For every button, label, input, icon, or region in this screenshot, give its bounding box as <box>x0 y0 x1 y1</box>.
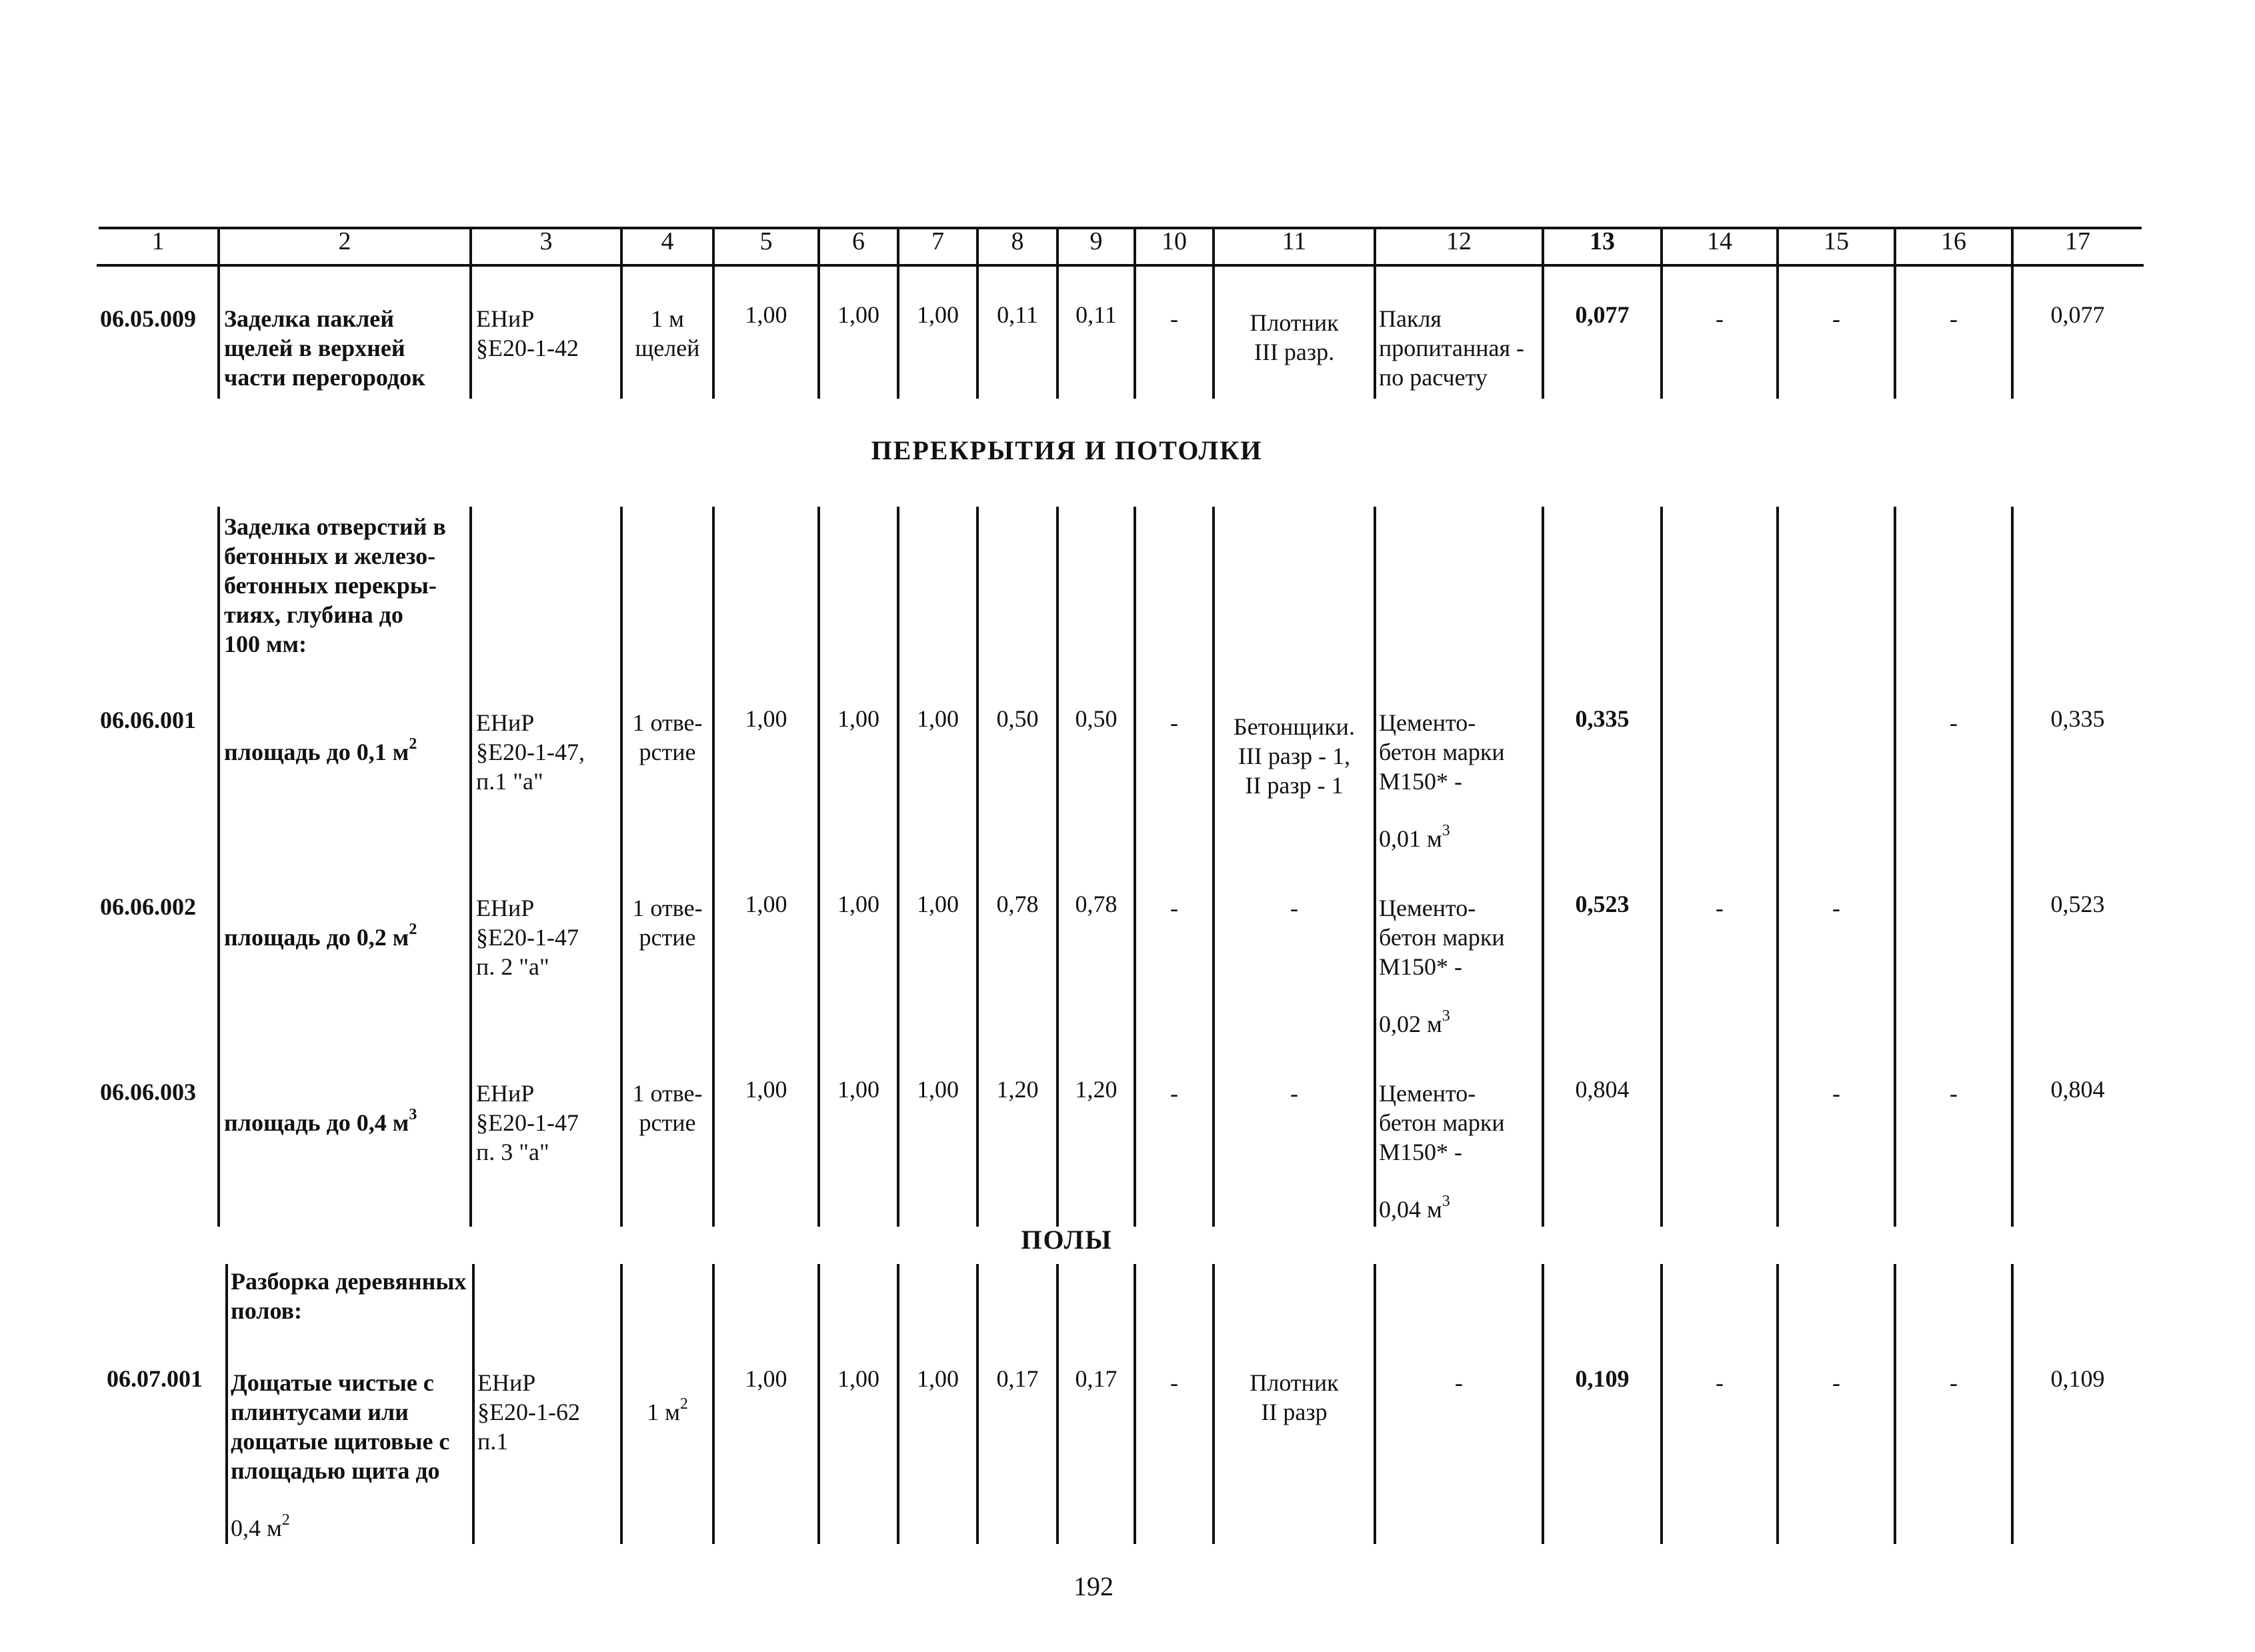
row-ref-line1: ЕНиР <box>476 895 535 921</box>
row-col14: - <box>1716 895 1724 921</box>
col-header-15: 15 <box>1824 227 1849 255</box>
row-code: 06.06.003 <box>100 1079 196 1105</box>
row-unit-line2: щелей <box>635 335 700 361</box>
row-code: 06.06.002 <box>100 893 196 920</box>
row-material-line3: М150* - <box>1379 953 1462 980</box>
row-unit: 1 $м^2$ <box>647 1395 688 1425</box>
group-line5: 100 мм: <box>224 631 307 657</box>
group-line2: полов: <box>231 1297 302 1324</box>
row-col5: 1,00 <box>745 705 787 732</box>
row-col10: - <box>1170 1369 1178 1396</box>
row-material-dash: - <box>1455 1369 1463 1396</box>
group-line4: тиях, глубина до <box>224 601 403 628</box>
row-material-line1: Цементо- <box>1379 895 1476 921</box>
row-col13: 0,077 <box>1575 301 1630 328</box>
group-line2: бетонных и железо- <box>224 543 436 569</box>
row-code: 06.07.001 <box>107 1365 203 1392</box>
row-name-line4: площадью щита до <box>231 1457 440 1484</box>
row-name-line1: Заделка паклей <box>224 305 394 332</box>
row-col5: 1,00 <box>745 891 787 917</box>
row-col7: 1,00 <box>917 1365 959 1392</box>
row-worker-line2: III разр. <box>1254 339 1335 365</box>
row-col6: 1,00 <box>837 301 879 328</box>
row-col6: 1,00 <box>837 1365 879 1392</box>
row-col16: - <box>1950 305 1958 332</box>
row-code: 06.05.009 <box>100 305 196 332</box>
row-col10: - <box>1170 709 1178 736</box>
group-line3: бетонных перекры- <box>224 572 437 599</box>
row-ref-line2: §Е20-1-47, <box>476 739 585 765</box>
row-col17: 0,077 <box>2050 301 2105 328</box>
row-col6: 1,00 <box>837 891 879 917</box>
col-header-5: 5 <box>759 227 773 255</box>
row-name: площадь до 0,4 $м^3$ <box>224 1106 417 1136</box>
row-name: площадь до 0,1 $м^2$ <box>224 735 417 765</box>
row-col8: 0,11 <box>997 301 1038 328</box>
row-col16: - <box>1950 1080 1958 1107</box>
row-col15: - <box>1832 1080 1840 1107</box>
row-ref-line1: ЕНиР <box>476 1080 535 1107</box>
row-ref-line3: п. 3 "а" <box>476 1139 549 1165</box>
row-name-line3: дощатые щитовые с <box>231 1428 450 1455</box>
col-header-12: 12 <box>1446 227 1472 255</box>
col-header-8: 8 <box>1011 227 1024 255</box>
row-ref-line2: §Е20-1-47 <box>476 1109 579 1136</box>
row-col8: 0,78 <box>996 891 1039 917</box>
row-code: 06.06.001 <box>100 707 196 733</box>
row-name-line1: Дощатые чистые с <box>231 1369 434 1396</box>
row-ref-line2: §Е20-1-42 <box>476 335 579 361</box>
col-header-4: 4 <box>661 227 674 255</box>
row-ref-line1: ЕНиР <box>476 709 535 736</box>
row-col9: 0,78 <box>1075 891 1117 917</box>
row-col10: - <box>1170 895 1178 921</box>
col-header-6: 6 <box>852 227 865 255</box>
row-material-qty: 0,02 $м^3$ <box>1379 1007 1450 1037</box>
row-col17: 0,523 <box>2050 891 2105 917</box>
col-header-16: 16 <box>1941 227 1966 255</box>
group-line1: Заделка отверстий в <box>224 513 446 540</box>
row-ref-line1: ЕНиР <box>476 305 535 332</box>
col-header-9: 9 <box>1089 227 1103 255</box>
row-material-line1: Цементо- <box>1379 709 1476 736</box>
col-header-14: 14 <box>1707 227 1732 255</box>
row-col16: - <box>1950 1369 1958 1396</box>
row-ref-line3: п.1 <box>477 1428 509 1455</box>
row-col14: - <box>1716 1369 1724 1396</box>
row-material-line3: по расчету <box>1379 364 1488 391</box>
group-line1: Разборка деревянных <box>231 1268 467 1295</box>
row-col9: 0,11 <box>1075 301 1117 328</box>
row-col8: 0,50 <box>996 705 1039 732</box>
row-col7: 1,00 <box>917 891 959 917</box>
row-col7: 1,00 <box>917 1076 959 1103</box>
row-material-line2: бетон марки <box>1379 1109 1505 1136</box>
row-unit-line1: 1 отве- <box>632 1080 703 1107</box>
row-col9: 0,50 <box>1075 705 1117 732</box>
row-col5: 1,00 <box>745 1365 787 1392</box>
row-col13: 0,335 <box>1575 705 1630 732</box>
row-col16: - <box>1950 709 1958 736</box>
row-col15: - <box>1832 1369 1840 1396</box>
row-col5: 1,00 <box>745 301 787 328</box>
col-header-17: 17 <box>2065 227 2090 255</box>
row-unit-line2: рстие <box>639 1109 696 1136</box>
row-col13: 0,109 <box>1575 1365 1630 1392</box>
col-header-10: 10 <box>1162 227 1187 255</box>
row-material-line1: Цементо- <box>1379 1080 1476 1107</box>
row-col17: 0,804 <box>2050 1076 2105 1103</box>
col-header-7: 7 <box>931 227 944 255</box>
row-col13: 0,804 <box>1575 1076 1630 1103</box>
row-col6: 1,00 <box>837 1076 879 1103</box>
col-header-1: 1 <box>151 227 165 255</box>
row-col7: 1,00 <box>917 705 959 732</box>
row-unit-line2: рстие <box>639 924 696 951</box>
row-col8: 0,17 <box>996 1365 1039 1392</box>
row-ref-line3: п. 2 "а" <box>476 953 549 980</box>
row-material-qty: 0,01 $м^3$ <box>1379 822 1450 852</box>
row-worker-line2: II разр <box>1261 1399 1328 1425</box>
row-col14: - <box>1716 305 1724 332</box>
row-material-line3: М150* - <box>1379 768 1462 795</box>
row-ref-line2: §Е20-1-62 <box>477 1399 580 1425</box>
row-col13: 0,523 <box>1575 891 1630 917</box>
row-name-line2: щелей в верхней <box>224 335 405 361</box>
row-col10: - <box>1170 305 1178 332</box>
row-name-line5: 0,4 $м^2$ <box>231 1511 290 1541</box>
col-header-2: 2 <box>338 227 351 255</box>
row-col15: - <box>1832 895 1840 921</box>
row-worker-line3: II разр - 1 <box>1245 772 1344 799</box>
row-col10: - <box>1170 1080 1178 1107</box>
col-header-13: 13 <box>1590 227 1615 255</box>
row-col9: 1,20 <box>1075 1076 1117 1103</box>
row-worker-line1: Бетонщики. <box>1234 713 1355 740</box>
row-unit-line1: 1 отве- <box>632 709 703 736</box>
row-col8: 1,20 <box>996 1076 1039 1103</box>
row-worker-dash: - <box>1290 895 1298 921</box>
row-col5: 1,00 <box>745 1076 787 1103</box>
row-material-line3: М150* - <box>1379 1139 1462 1165</box>
row-worker-dash: - <box>1290 1080 1298 1107</box>
row-name-line2: плинтусами или <box>231 1399 409 1425</box>
row-col9: 0,17 <box>1075 1365 1117 1392</box>
row-col17: 0,109 <box>2050 1365 2105 1392</box>
row-material-line2: бетон марки <box>1379 924 1505 951</box>
row-material-line1: Пакля <box>1379 305 1442 332</box>
row-ref-line2: §Е20-1-47 <box>476 924 579 951</box>
row-material-line2: бетон марки <box>1379 739 1505 765</box>
row-worker-line2: III разр - 1, <box>1238 743 1351 769</box>
row-unit-line1: 1 отвe- <box>632 895 703 921</box>
row-name-line3: части перегородок <box>224 364 425 391</box>
row-unit-line2: рстие <box>639 739 696 765</box>
row-material-line2: пропитанная - <box>1379 335 1525 361</box>
row-worker-line1: Плотник <box>1250 309 1339 336</box>
header-bottom-rule <box>97 264 2144 267</box>
row-col15: - <box>1832 305 1840 332</box>
row-material-qty: 0,04 $м^3$ <box>1379 1193 1450 1223</box>
row-col17: 0,335 <box>2050 705 2105 732</box>
row-worker-line1: Плотник <box>1250 1369 1339 1396</box>
row-col6: 1,00 <box>837 705 879 732</box>
page-number: 192 <box>1073 1571 1113 1601</box>
section-title: ПОЛЫ <box>1021 1225 1113 1255</box>
row-ref-line3: п.1 "а" <box>476 768 543 795</box>
row-ref-line1: ЕНиР <box>477 1369 536 1396</box>
section-title: ПЕРЕКРЫТИЯ И ПОТОЛКИ <box>871 435 1263 465</box>
row-col7: 1,00 <box>917 301 959 328</box>
row-name: площадь до 0,2 $м^2$ <box>224 921 417 951</box>
col-header-3: 3 <box>539 227 553 255</box>
col-header-11: 11 <box>1282 227 1307 255</box>
row-unit-line1: 1 м <box>651 305 684 332</box>
